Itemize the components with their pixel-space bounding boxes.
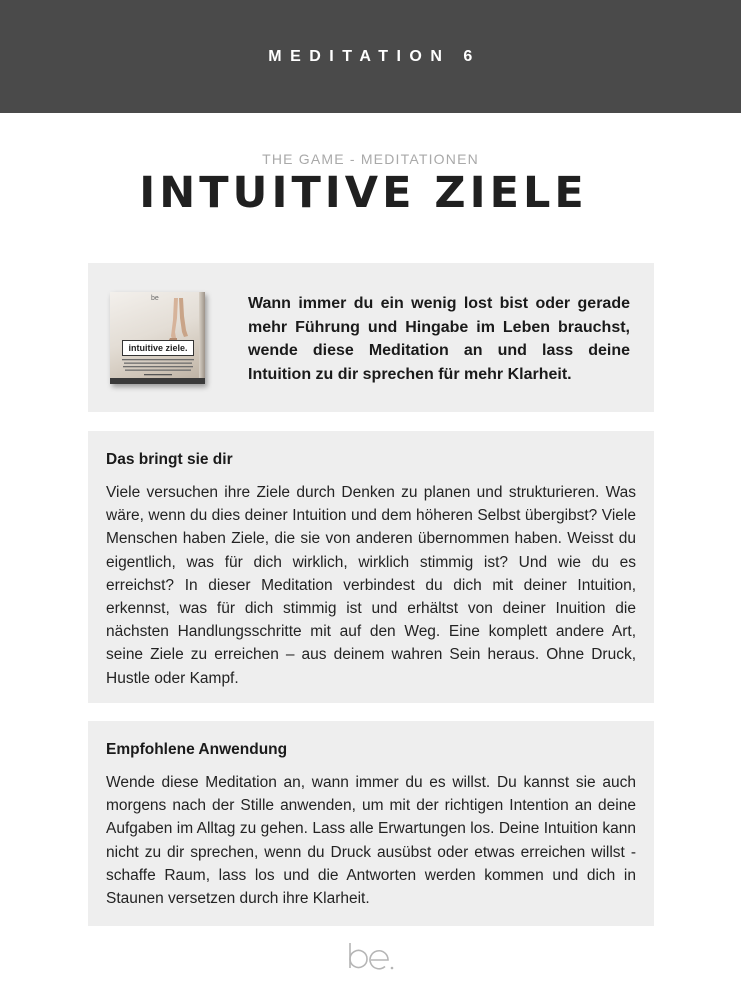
header-banner [0,0,741,113]
album-cover [110,292,205,384]
benefits-heading: Das bringt sie dir [106,451,233,468]
page-subtitle: THE GAME - MEDITATIONEN [262,151,479,167]
usage-text: Wende diese Meditation an, wann immer du es willst. Du kannst sie auch morgens nach der Stille anwenden, um mit der richtigen Intention an deine Aufgaben im Alltag zu gehen. Lass alle Erwartungen los. Deine Intuition kann nicht zu dir sprechen, wenn du Druck ausübst oder etwas erreichen willst - schaffe Raum, lass los und die Antworten werden kommen und dich in Staunen versetzen durch ihre Klarheit. [106,774,636,908]
usage-heading: Empfohlene Anwendung [106,741,288,758]
cover-spine [199,292,205,384]
intro-text: Wann immer du ein wenig lost bist oder gerade mehr Führung und Hingabe im Leben brauchst, wende diese Meditation an und lass deine Intuition zu dir sprechen für mehr Klarheit. [248,295,630,383]
intro-box [88,263,654,412]
walking-legs-icon [162,298,192,346]
cover-footer [110,378,205,384]
cover-text-lines [120,358,196,378]
page-title: INTUITIVE ZIELE [139,168,588,218]
be-logo-icon [347,941,395,973]
usage-box [88,721,654,926]
benefits-box [88,431,654,703]
benefits-text: Viele versuchen ihre Ziele durch Denken zu planen und strukturieren. Was wäre, wenn du dies deiner Intuition und dem höheren Selbst übergibst? Viele Menschen haben Ziele, die sie von anderen übernommen haben. Weisst du eigentlich, was für dich wirklich, wirklich stimmig ist? Und wie du es erreichst? In dieser Meditation verbindest du dich mit deiner Intuition, erkennst, was für dich stimmig ist und erhältst von deiner Inuition die nächsten Handlungsschritte mit auf den Weg. Eine komplett andere Art, seine Ziele zu erreichen – aus deinem wahren Sein heraus. Ohne Druck, Hustle oder Kampf. [106,484,636,687]
banner-title: MEDITATION 6 [268,47,481,65]
cover-logo: be [151,295,159,302]
cover-title: intuitive ziele. [122,340,194,356]
